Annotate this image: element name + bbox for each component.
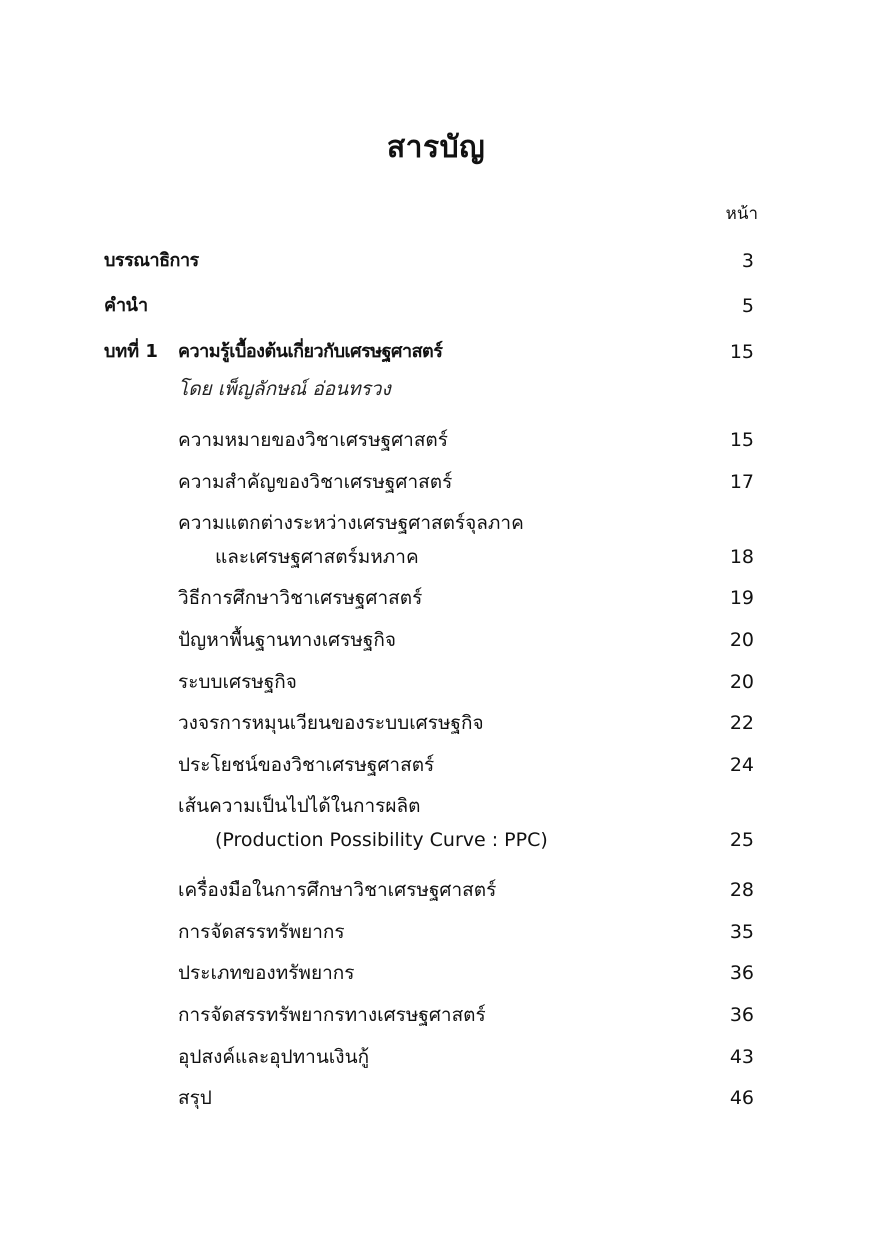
toc-entry[interactable] (0, 1042, 872, 1072)
toc-entry-label: วิธีการศึกษาวิชาเศรษฐศาสตร์ (178, 587, 423, 609)
toc-entry-label: ประโยชน์ของวิชาเศรษฐศาสตร์ (178, 754, 435, 776)
toc-entry-page: 24 (729, 754, 754, 776)
toc-entry-page: 36 (729, 1004, 754, 1026)
toc-entry[interactable] (0, 1000, 872, 1030)
toc-entry-editor[interactable] (0, 246, 872, 276)
toc-entry[interactable] (0, 1083, 872, 1113)
chapter-title: ความรู้เบื้องต้นเกี่ยวกับเศรษฐศาสตร์ (178, 341, 443, 362)
toc-entry-page: 43 (729, 1046, 754, 1068)
toc-entry-label: วงจรการหมุนเวียนของระบบเศรษฐกิจ (178, 712, 484, 734)
toc-entry-page: 18 (729, 546, 754, 568)
toc-entry-page: 20 (729, 629, 754, 651)
toc-entry-page: 46 (729, 1087, 754, 1109)
toc-entry-label: คำนำ (104, 295, 148, 316)
toc-entry-page: 3 (741, 250, 754, 272)
toc-entry-page: 25 (729, 829, 754, 851)
toc-entry-page: 5 (741, 295, 754, 317)
toc-entry[interactable] (0, 750, 872, 780)
toc-entry-label-continued: (Production Possibility Curve : PPC) (215, 829, 548, 851)
toc-entry-label: ปัญหาพื้นฐานทางเศรษฐกิจ (178, 629, 396, 651)
page-title: สารบัญ (386, 130, 486, 165)
toc-entry[interactable] (0, 958, 872, 988)
toc-entry-label: อุปสงค์และอุปทานเงินกู้ (178, 1046, 370, 1068)
toc-entry[interactable] (0, 508, 872, 538)
toc-entry[interactable] (0, 667, 872, 697)
toc-entry-label: ประเภทของทรัพยากร (178, 962, 355, 984)
toc-entry-continuation[interactable] (0, 542, 872, 572)
toc-entry[interactable] (0, 708, 872, 738)
chapter-author: โดย เพ็ญลักษณ์ อ่อนทรวง (178, 378, 391, 400)
toc-entry-label: การจัดสรรทรัพยากรทางเศรษฐศาสตร์ (178, 1004, 486, 1026)
toc-chapter-heading[interactable] (0, 337, 872, 367)
toc-entry-page: 36 (729, 962, 754, 984)
toc-entry-label: การจัดสรรทรัพยากร (178, 921, 345, 943)
toc-entry-label: ความสำคัญของวิชาเศรษฐศาสตร์ (178, 471, 453, 493)
toc-entry[interactable] (0, 467, 872, 497)
chapter-author-row (0, 374, 872, 404)
toc-entry-page: 15 (729, 341, 754, 363)
toc-entry[interactable] (0, 583, 872, 613)
page-column-header: หน้า (725, 204, 758, 224)
toc-entry-label: สรุป (178, 1087, 212, 1109)
toc-entry-label: ระบบเศรษฐกิจ (178, 671, 297, 693)
toc-entry-preface[interactable] (0, 291, 872, 321)
toc-entry[interactable] (0, 625, 872, 655)
toc-entry-page: 19 (729, 587, 754, 609)
toc-entry-page: 35 (729, 921, 754, 943)
toc-entry-label: ความแตกต่างระหว่างเศรษฐศาสตร์จุลภาค (178, 512, 524, 534)
toc-entry-page: 20 (729, 671, 754, 693)
toc-entry-label: เส้นความเป็นไปได้ในการผลิต (178, 795, 421, 817)
toc-entry[interactable] (0, 917, 872, 947)
toc-entry-label: บรรณาธิการ (104, 250, 199, 271)
toc-entry-page: 22 (729, 712, 754, 734)
toc-entry[interactable] (0, 875, 872, 905)
toc-entry[interactable] (0, 791, 872, 821)
toc-entry-label: เครื่องมือในการศึกษาวิชาเศรษฐศาสตร์ (178, 879, 497, 901)
chapter-number: บทที่ 1 (104, 341, 158, 362)
toc-entry-page: 17 (729, 471, 754, 493)
toc-entry-label-continued: และเศรษฐศาสตร์มหภาค (215, 546, 419, 568)
toc-entry-label: ความหมายของวิชาเศรษฐศาสตร์ (178, 429, 448, 451)
toc-entry-page: 15 (729, 429, 754, 451)
toc-entry[interactable] (0, 425, 872, 455)
toc-entry-page: 28 (729, 879, 754, 901)
toc-entry-continuation[interactable] (0, 825, 872, 855)
